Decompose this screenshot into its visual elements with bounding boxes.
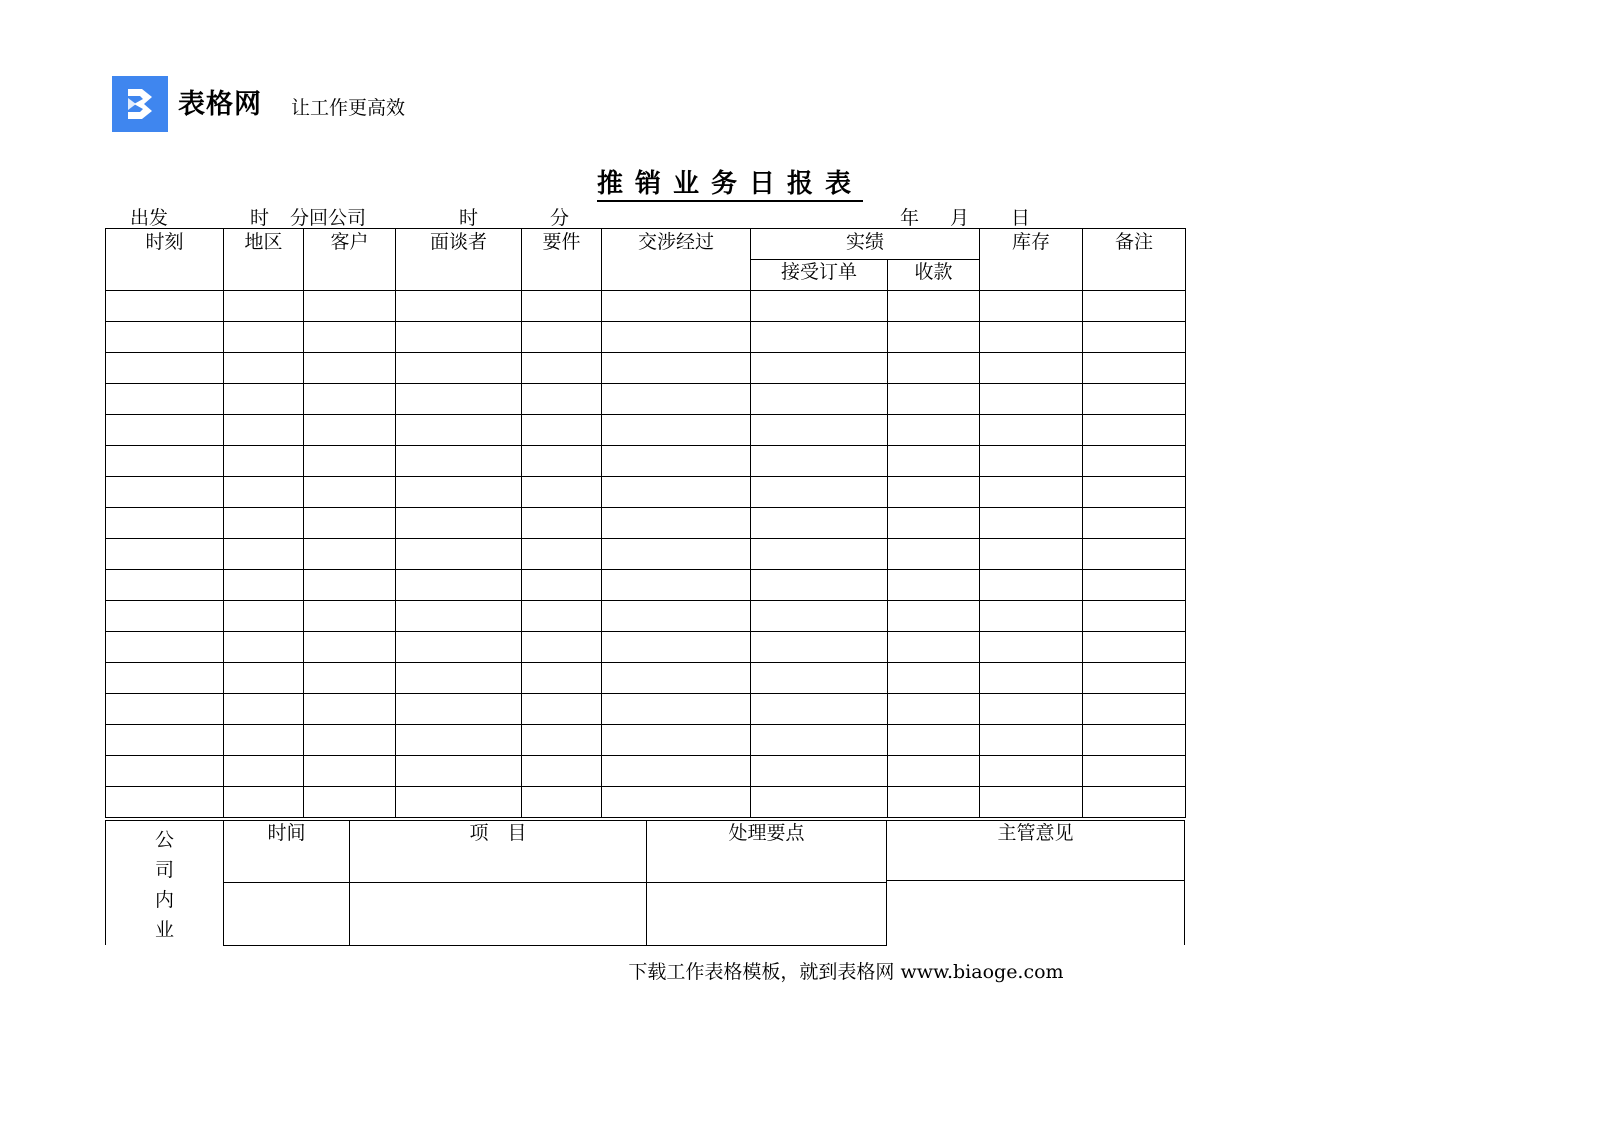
cell-customer[interactable] [304,291,396,322]
cell-interviewee[interactable] [396,725,522,756]
cell-order[interactable] [751,415,888,446]
side-label-char: 内 [154,889,174,911]
lower-header-item: 项 目 [350,821,647,883]
cell-matter[interactable] [522,632,602,663]
cell-stock[interactable] [980,446,1083,477]
cell-customer[interactable] [304,725,396,756]
cell-order[interactable] [751,322,888,353]
cell-area[interactable] [224,446,304,477]
table-row [106,601,1186,632]
supervisor-label: 主管意见 [997,822,1074,844]
cell-matter[interactable] [522,756,602,787]
cell-remark[interactable] [1083,663,1186,694]
cell-time[interactable] [106,787,224,818]
cell-area[interactable] [224,477,304,508]
header-matter: 要件 [522,229,602,291]
header-area: 地区 [224,229,304,291]
cell-area[interactable] [224,508,304,539]
cell-customer[interactable] [304,787,396,818]
table-row [106,694,1186,725]
cell-matter[interactable] [522,446,602,477]
cell-interviewee[interactable] [396,663,522,694]
cell-order[interactable] [751,756,888,787]
cell-stock[interactable] [980,539,1083,570]
cell-area[interactable] [224,539,304,570]
cell-order[interactable] [751,508,888,539]
cell-matter[interactable] [522,539,602,570]
cell-interviewee[interactable] [396,353,522,384]
cell-remark[interactable] [1083,384,1186,415]
lower-cell-time[interactable] [224,883,350,945]
cell-area[interactable] [224,632,304,663]
side-label-char: 业 [154,919,174,941]
cell-process[interactable] [602,508,751,539]
cell-customer[interactable] [304,322,396,353]
cell-interviewee[interactable] [396,756,522,787]
cell-payment[interactable] [888,694,980,725]
logo-b-icon [112,76,168,132]
cell-time[interactable] [106,477,224,508]
info-hour2: 时 [459,207,479,229]
cell-remark[interactable] [1083,601,1186,632]
cell-payment[interactable] [888,353,980,384]
cell-payment[interactable] [888,756,980,787]
cell-interviewee[interactable] [396,384,522,415]
cell-remark[interactable] [1083,477,1186,508]
cell-remark[interactable] [1083,694,1186,725]
cell-interviewee[interactable] [396,694,522,725]
cell-order[interactable] [751,291,888,322]
cell-customer[interactable] [304,446,396,477]
cell-matter[interactable] [522,694,602,725]
cell-area[interactable] [224,322,304,353]
cell-process[interactable] [602,570,751,601]
cell-interviewee[interactable] [396,291,522,322]
cell-matter[interactable] [522,353,602,384]
cell-stock[interactable] [980,353,1083,384]
cell-remark[interactable] [1083,632,1186,663]
cell-order[interactable] [751,570,888,601]
cell-customer[interactable] [304,570,396,601]
cell-interviewee[interactable] [396,632,522,663]
cell-customer[interactable] [304,601,396,632]
cell-matter[interactable] [522,601,602,632]
side-label-char: 司 [154,859,174,881]
cell-order[interactable] [751,663,888,694]
cell-order[interactable] [751,477,888,508]
cell-payment[interactable] [888,508,980,539]
cell-time[interactable] [106,601,224,632]
page-title [0,163,1460,200]
cell-matter[interactable] [522,384,602,415]
cell-payment[interactable] [888,291,980,322]
cell-time[interactable] [106,508,224,539]
cell-order[interactable] [751,694,888,725]
cell-area[interactable] [224,694,304,725]
cell-remark[interactable] [1083,291,1186,322]
cell-area[interactable] [224,601,304,632]
report-table [105,228,1186,818]
cell-stock[interactable] [980,415,1083,446]
header-payment: 收款 [888,260,980,291]
cell-customer[interactable] [304,353,396,384]
brand-slogan: 让工作更高效 [291,97,406,119]
cell-customer[interactable] [304,415,396,446]
lower-header-key-points: 处理要点 [647,821,887,883]
cell-area[interactable] [224,353,304,384]
cell-payment[interactable] [888,384,980,415]
lower-cell-key-points[interactable] [647,883,887,945]
internal-work-label [106,821,224,946]
cell-customer[interactable] [304,539,396,570]
cell-payment[interactable] [888,539,980,570]
cell-matter[interactable] [522,415,602,446]
cell-interviewee[interactable] [396,539,522,570]
cell-payment[interactable] [888,632,980,663]
table-row [106,415,1186,446]
table-row [106,291,1186,322]
cell-remark[interactable] [1083,787,1186,818]
cell-stock[interactable] [980,663,1083,694]
cell-stock[interactable] [980,477,1083,508]
info-month: 月 [950,207,970,229]
cell-time[interactable] [106,291,224,322]
cell-process[interactable] [602,694,751,725]
cell-interviewee[interactable] [396,477,522,508]
cell-process[interactable] [602,384,751,415]
cell-customer[interactable] [304,508,396,539]
header-time: 时刻 [106,229,224,291]
cell-order[interactable] [751,601,888,632]
cell-matter[interactable] [522,787,602,818]
cell-payment[interactable] [888,477,980,508]
cell-process[interactable] [602,477,751,508]
cell-payment[interactable] [888,725,980,756]
cell-stock[interactable] [980,322,1083,353]
cell-payment[interactable] [888,787,980,818]
table-row [106,322,1186,353]
brand-name: 表格网 [178,89,262,120]
cell-process[interactable] [602,756,751,787]
cell-remark[interactable] [1083,446,1186,477]
cell-stock[interactable] [980,694,1083,725]
supervisor-header-cell [886,821,1185,881]
cell-order[interactable] [751,384,888,415]
table-row [106,725,1186,756]
footer-text: 下载工作表格模板，就到表格网 www.biaoge.com [628,961,1064,983]
cell-time[interactable] [106,663,224,694]
cell-stock[interactable] [980,725,1083,756]
cell-remark[interactable] [1083,322,1186,353]
info-minute-return: 分回公司 [290,207,367,229]
cell-customer[interactable] [304,694,396,725]
cell-payment[interactable] [888,663,980,694]
cell-stock[interactable] [980,601,1083,632]
cell-payment[interactable] [888,601,980,632]
info-year: 年 [900,207,920,229]
cell-remark[interactable] [1083,756,1186,787]
cell-matter[interactable] [522,322,602,353]
cell-area[interactable] [224,384,304,415]
cell-time[interactable] [106,384,224,415]
table-row [106,384,1186,415]
cell-area[interactable] [224,291,304,322]
table-row [106,539,1186,570]
table-row [106,508,1186,539]
cell-matter[interactable] [522,570,602,601]
cell-remark[interactable] [1083,508,1186,539]
table-row [106,756,1186,787]
cell-order[interactable] [751,539,888,570]
side-label-char: 公 [154,829,174,851]
cell-order[interactable] [751,446,888,477]
cell-payment[interactable] [888,415,980,446]
header-order: 接受订单 [751,260,888,291]
cell-order[interactable] [751,787,888,818]
table-row [106,570,1186,601]
cell-area[interactable] [224,756,304,787]
brand-logo [112,76,168,132]
cell-time[interactable] [106,353,224,384]
cell-time[interactable] [106,570,224,601]
cell-customer[interactable] [304,477,396,508]
lower-header-supervisor [887,821,1185,946]
cell-process[interactable] [602,787,751,818]
table-row [106,632,1186,663]
cell-remark[interactable] [1083,353,1186,384]
cell-remark[interactable] [1083,725,1186,756]
cell-time[interactable] [106,322,224,353]
lower-cell-item[interactable] [350,883,647,945]
cell-remark[interactable] [1083,570,1186,601]
cell-interviewee[interactable] [396,508,522,539]
page-title-text: 推销业务日报表 [597,169,863,202]
cell-area[interactable] [224,787,304,818]
cell-area[interactable] [224,570,304,601]
info-day: 日 [1011,207,1031,229]
cell-process[interactable] [602,632,751,663]
cell-matter[interactable] [522,725,602,756]
cell-matter[interactable] [522,508,602,539]
cell-time[interactable] [106,539,224,570]
cell-matter[interactable] [522,663,602,694]
cell-remark[interactable] [1083,539,1186,570]
table-row [106,787,1186,818]
table-row [106,446,1186,477]
cell-matter[interactable] [522,477,602,508]
cell-area[interactable] [224,663,304,694]
cell-process[interactable] [602,663,751,694]
cell-payment[interactable] [888,570,980,601]
cell-process[interactable] [602,539,751,570]
cell-area[interactable] [224,415,304,446]
header-interviewee: 面谈者 [396,229,522,291]
cell-time[interactable] [106,756,224,787]
table-row [106,353,1186,384]
cell-stock[interactable] [980,384,1083,415]
info-minute2: 分 [550,207,570,229]
cell-interviewee[interactable] [396,446,522,477]
cell-time[interactable] [106,694,224,725]
lower-header-time: 时间 [224,821,350,883]
internal-work-table [105,820,1185,946]
cell-customer[interactable] [304,384,396,415]
cell-order[interactable] [751,632,888,663]
cell-payment[interactable] [888,446,980,477]
header-stock: 库存 [980,229,1083,291]
cell-order[interactable] [751,725,888,756]
cell-stock[interactable] [980,632,1083,663]
cell-interviewee[interactable] [396,322,522,353]
cell-interviewee[interactable] [396,415,522,446]
info-depart: 出发 [130,207,169,229]
header-performance: 实绩 [751,229,980,260]
cell-stock[interactable] [980,570,1083,601]
cell-matter[interactable] [522,291,602,322]
info-hour1: 时 [250,207,270,229]
cell-interviewee[interactable] [396,601,522,632]
cell-customer[interactable] [304,632,396,663]
cell-interviewee[interactable] [396,787,522,818]
cell-process[interactable] [602,291,751,322]
cell-time[interactable] [106,632,224,663]
cell-time[interactable] [106,725,224,756]
cell-time[interactable] [106,415,224,446]
header-customer: 客户 [304,229,396,291]
cell-payment[interactable] [888,322,980,353]
cell-stock[interactable] [980,291,1083,322]
header-process: 交涉经过 [602,229,751,291]
cell-customer[interactable] [304,663,396,694]
cell-order[interactable] [751,353,888,384]
header-remark: 备注 [1083,229,1186,291]
cell-process[interactable] [602,446,751,477]
cell-process[interactable] [602,415,751,446]
cell-customer[interactable] [304,756,396,787]
cell-stock[interactable] [980,756,1083,787]
cell-stock[interactable] [980,508,1083,539]
table-row [106,663,1186,694]
cell-time[interactable] [106,446,224,477]
cell-area[interactable] [224,725,304,756]
table-row [106,477,1186,508]
cell-remark[interactable] [1083,415,1186,446]
cell-process[interactable] [602,353,751,384]
cell-process[interactable] [602,601,751,632]
cell-interviewee[interactable] [396,570,522,601]
cell-stock[interactable] [980,787,1083,818]
cell-process[interactable] [602,322,751,353]
cell-process[interactable] [602,725,751,756]
